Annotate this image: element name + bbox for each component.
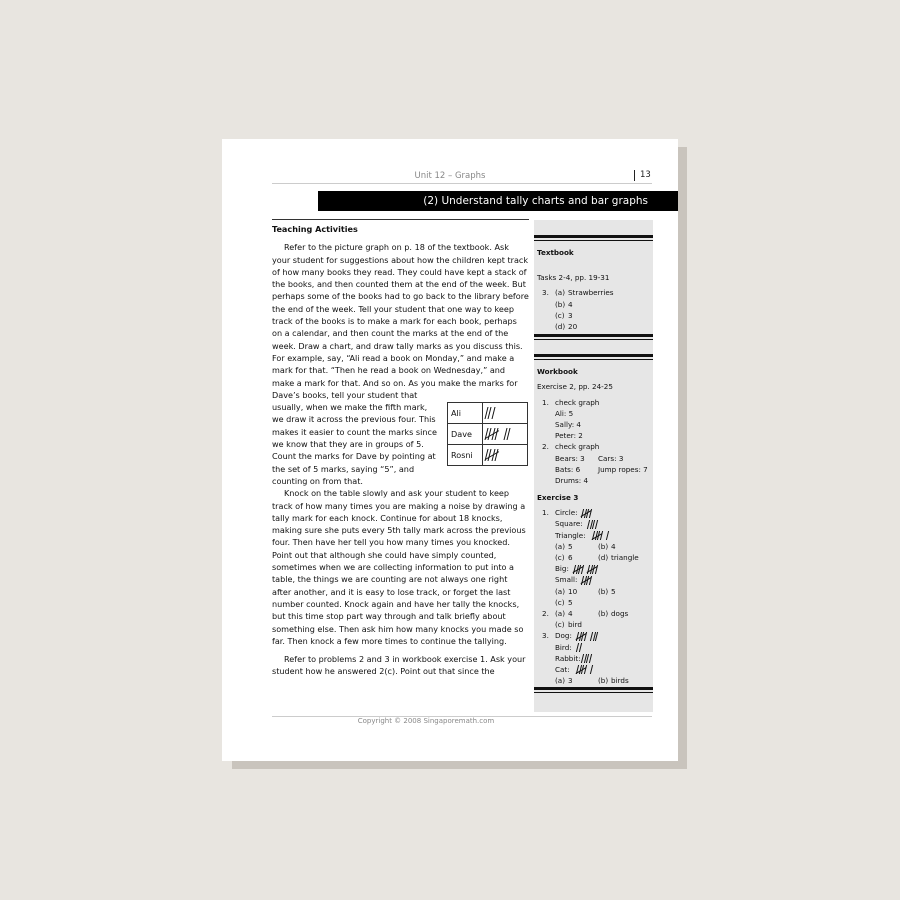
tally-marks-icon xyxy=(577,630,603,641)
tally-row xyxy=(448,445,528,466)
q-answer: 10 xyxy=(568,586,578,596)
q-answer: check graph xyxy=(555,397,600,407)
textbook-tasks: Tasks 2-4, pp. 19-31 xyxy=(537,273,610,283)
textbook-heading: Textbook xyxy=(537,248,574,257)
workbook-heading: Workbook xyxy=(537,367,578,377)
answer-row xyxy=(537,552,651,563)
q-answer: Ali: 5 xyxy=(555,408,574,418)
answer-row xyxy=(537,530,651,541)
q-label: Big: xyxy=(555,564,569,574)
tally-marks-icon xyxy=(486,429,517,439)
section-banner: (2) Understand tally charts and bar graphs xyxy=(318,191,678,211)
main-rule xyxy=(272,219,529,220)
tally-marks-icon xyxy=(574,563,602,574)
tally-marks-icon xyxy=(582,653,596,664)
exercise-3-title: Exercise 3 xyxy=(537,493,579,503)
answer-row xyxy=(537,541,651,552)
tally-marks-icon xyxy=(577,642,586,653)
tally-marks-icon xyxy=(582,574,596,585)
q-answer: 6 xyxy=(568,553,573,563)
tally-stroke xyxy=(491,407,495,419)
answer-row xyxy=(537,619,651,630)
paragraph-3: Refer to problems 2 and 3 in workbook exercise 1. Ask your student how he answered 2(c). Point out that since the xyxy=(272,654,526,677)
answer-row xyxy=(537,408,651,419)
sidebar-rule xyxy=(534,334,653,340)
q-num: 1. xyxy=(542,508,549,518)
q-answer: 20 xyxy=(568,321,578,331)
wrap-line: we know that they are in groups of 5. xyxy=(272,439,424,450)
answer-row xyxy=(537,321,651,332)
q-answer: bird xyxy=(568,620,582,630)
q-letter: (b) xyxy=(598,541,609,551)
answer-row xyxy=(537,586,651,597)
answer-row xyxy=(537,441,651,452)
q-label: Small: xyxy=(555,575,578,585)
q-num: 2. xyxy=(542,608,549,618)
q-answer: 3 xyxy=(568,676,573,686)
q-answer: 4 xyxy=(568,299,573,309)
tally-marks-icon xyxy=(486,450,505,460)
wrap-line: the set of 5 marks, saying “5”, and xyxy=(272,463,415,474)
q-label: Dog: xyxy=(555,631,572,641)
answer-row xyxy=(537,630,651,641)
q-letter: (a) xyxy=(555,608,566,618)
tally-stroke xyxy=(606,531,609,540)
q-letter: (c) xyxy=(555,310,565,320)
tally-marks xyxy=(483,445,528,466)
answer-row xyxy=(537,287,651,298)
q-num: 1. xyxy=(542,397,549,407)
q-answer: Strawberries xyxy=(568,288,614,298)
q-answer: Sally: 4 xyxy=(555,419,581,429)
q-answer: 5 xyxy=(611,586,616,596)
q-letter: (b) xyxy=(598,676,609,686)
answer-row xyxy=(537,464,651,475)
tally-row xyxy=(448,403,528,424)
wrap-line: we draw it across the previous four. This xyxy=(272,414,436,425)
q-label: Square: xyxy=(555,519,583,529)
wrap-line: usually, when we make the fifth mark, xyxy=(272,402,428,413)
answer-row xyxy=(537,664,651,675)
q-answer: 4 xyxy=(568,608,573,618)
main-column xyxy=(272,219,529,678)
wrap-line: makes it easier to count the marks since xyxy=(272,426,437,437)
answer-sidebar xyxy=(534,220,653,712)
q-letter: (a) xyxy=(555,288,566,298)
q-answer: 5 xyxy=(568,541,573,551)
sidebar-rule xyxy=(534,235,653,241)
tally-marks-icon xyxy=(577,664,598,675)
q-letter: (d) xyxy=(555,321,566,331)
q-label: Circle: xyxy=(555,508,578,518)
q-letter: (d) xyxy=(598,553,609,563)
q-letter: (c) xyxy=(555,597,565,607)
answer-row xyxy=(537,675,651,686)
tally-marks-icon xyxy=(593,530,614,541)
answer-row xyxy=(537,430,651,441)
q-answer: Jump ropes: 7 xyxy=(598,464,648,474)
answer-row xyxy=(537,507,651,518)
paragraph-2: Knock on the table slowly and ask your student to keep track of how many times you are making a noise by drawing a tally mark for each knock. Continue for about 18 knocks, making sure she puts every 5th tally mark across the previous four. Then have her tell you how many times you knocked. Point out that although she could have simply counted, sometimes when we are collecting information to put into a table, the things we are counting are not always one right after another, and it is easy to lose track, or forget the last number counted. Knock again and have her tally the knocks, but this time stop part way through and talk briefly about something else. Then ask him how many knocks you made so far. Then knock a few more times to continue the tallying. xyxy=(272,488,526,646)
q-answer: dogs xyxy=(611,608,629,618)
tally-marks-icon xyxy=(582,507,596,518)
tally-name: Rosni xyxy=(448,445,483,466)
q-letter: (c) xyxy=(555,553,565,563)
q-label: Bird: xyxy=(555,642,572,652)
answer-row xyxy=(537,597,651,608)
tally-chart xyxy=(447,402,528,466)
q-answer: Bats: 6 xyxy=(555,464,581,474)
answer-row xyxy=(537,563,651,574)
answer-row xyxy=(537,608,651,619)
sidebar-rule xyxy=(534,687,653,693)
answer-row xyxy=(537,453,651,464)
q-label: Rabbit: xyxy=(555,653,581,663)
footer-copyright: Copyright © 2008 Singaporemath.com xyxy=(357,717,495,725)
answer-row xyxy=(537,475,651,486)
tally-row xyxy=(448,424,528,445)
tally-stroke xyxy=(590,665,593,674)
header-rule xyxy=(272,183,652,184)
tally-marks-icon xyxy=(486,408,501,418)
q-letter: (b) xyxy=(598,608,609,618)
q-answer: birds xyxy=(611,676,629,686)
tally-marks-icon xyxy=(588,518,602,529)
q-num: 2. xyxy=(542,442,549,452)
q-answer: check graph xyxy=(555,442,600,452)
q-letter: (c) xyxy=(555,620,565,630)
header-page-number: 13 xyxy=(634,170,651,181)
section-title: Teaching Activities xyxy=(272,224,358,234)
paragraph-1: Refer to the picture graph on p. 18 of the textbook. Ask your student for suggestions about how the children kept track of how many books they read. They could have kept a stack of the books, and then counted them at the end of the week. But perhaps some of the books had to go back to the library before the end of the week. Tell your student that one way to keep track of the books is to make a mark for each book, perhaps on a calendar, and then count the marks at the end of the week. Draw a chart, and draw tally marks as you discuss this. For example, say, “Ali read a book on Monday,” and make a mark for that. “Then he read a book on Wednesday,” and make a mark for that. And so on. As you make the marks for Dave’s books, tell your student that xyxy=(272,242,529,400)
q-answer: 3 xyxy=(568,310,573,320)
answer-row xyxy=(537,642,651,653)
q-letter: (a) xyxy=(555,541,566,551)
exercise-2-title: Exercise 2, pp. 24-25 xyxy=(537,382,613,392)
tally-name: Dave xyxy=(448,424,483,445)
q-answer: Drums: 4 xyxy=(555,475,589,485)
answer-row xyxy=(537,518,651,529)
q-answer: Cars: 3 xyxy=(598,453,624,463)
answer-row xyxy=(537,574,651,585)
tally-marks xyxy=(483,403,528,424)
q-num: 3. xyxy=(542,288,549,298)
q-label: Triangle: xyxy=(555,530,586,540)
answer-row xyxy=(537,397,651,408)
header-unit-title: Unit 12 – Graphs xyxy=(414,171,486,181)
tally-stroke xyxy=(507,428,511,440)
document-page xyxy=(222,139,678,761)
q-num: 3. xyxy=(542,631,549,641)
tally-name: Ali xyxy=(448,403,483,424)
answer-row xyxy=(537,310,651,321)
q-answer: Bears: 3 xyxy=(555,453,585,463)
sidebar-rule xyxy=(534,354,653,360)
q-answer: triangle xyxy=(611,553,639,563)
q-answer: 4 xyxy=(611,541,616,551)
q-letter: (b) xyxy=(555,299,566,309)
wrap-line: Count the marks for Dave by pointing at xyxy=(272,451,436,462)
q-label: Cat: xyxy=(555,664,570,674)
tally-marks xyxy=(483,424,528,445)
paragraph-1-wrap xyxy=(272,401,529,487)
wrap-line: counting on from that. xyxy=(272,475,363,486)
tally-stroke xyxy=(588,654,591,663)
answer-row xyxy=(537,299,651,310)
q-letter: (b) xyxy=(598,586,609,596)
q-letter: (a) xyxy=(555,586,566,596)
q-letter: (a) xyxy=(555,676,566,686)
q-answer: 5 xyxy=(568,597,573,607)
q-answer: Peter: 2 xyxy=(555,431,583,441)
answer-row xyxy=(537,653,651,664)
answer-row xyxy=(537,419,651,430)
